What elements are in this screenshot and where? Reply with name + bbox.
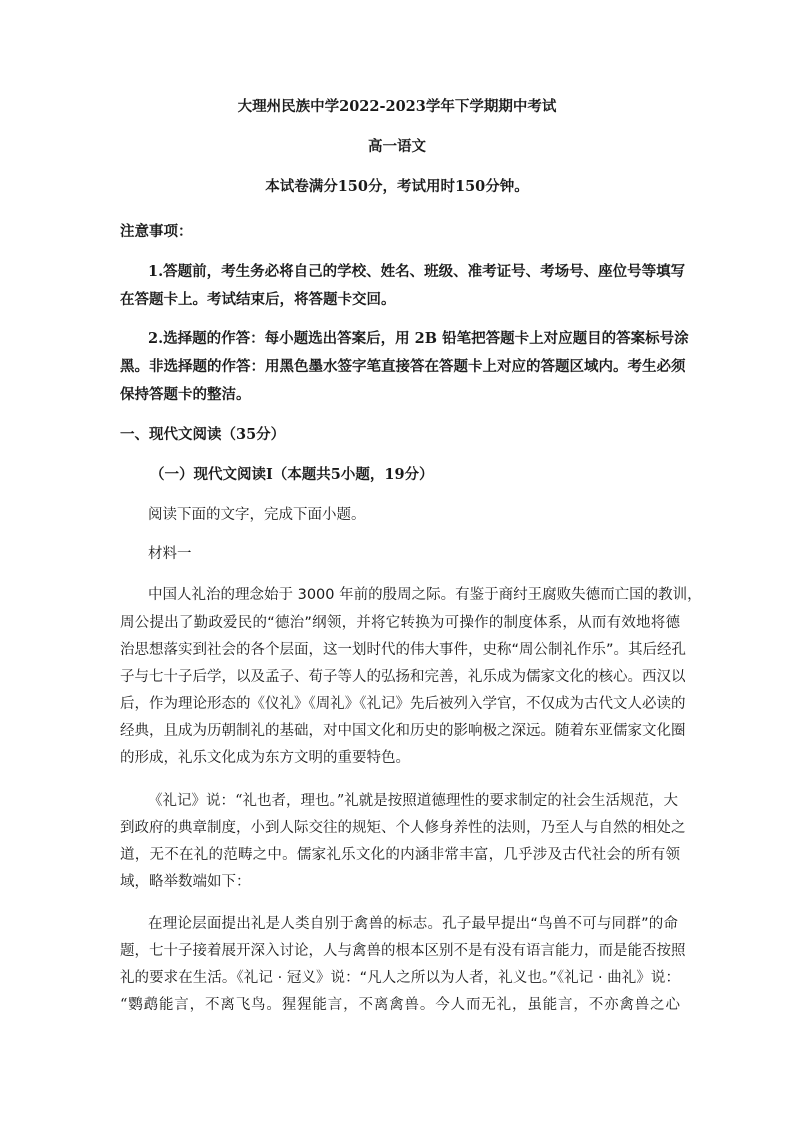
reading-instruction: 阅读下面的文字，完成下面小题。 <box>148 507 366 523</box>
paragraph-2-line: 《礼记》说：“礼也者，理也。”礼就是按照道德理性的要求制定的社会生活规范，大 <box>148 793 678 809</box>
notice-item-2-line-1: 2.选择题的作答：每小题选出答案后，用 2B 铅笔把答题卡上对应题目的答案标号涂 <box>148 330 689 347</box>
paragraph-1-line: 中国人礼治的理念始于 3000 年前的殷周之际。有鉴于商纣王腐败失德而亡国的教训， <box>148 587 702 603</box>
paragraph-1-line: 的形成，礼乐文化成为东方文明的重要特色。 <box>120 750 410 766</box>
paragraph-1-line: 治思想落实到社会的各个层面，这一划时代的伟大事件，史称“周公制礼作乐”。其后经孔 <box>120 642 687 658</box>
paragraph-2-line: 道，无不在礼的范畴之中。儒家礼乐文化的内涵非常丰富，几乎涉及古代社会的所有领 <box>120 847 680 863</box>
notice-item-1-line-2: 在答题卡上。考试结束后，将答题卡交回。 <box>120 291 396 308</box>
paragraph-1-line: 经典，且成为历朝制礼的基础，对中国文化和历史的影响极之深远。随着东亚儒家文化圈 <box>120 723 686 739</box>
section-subheading: （一）现代文阅读Ⅰ（本题共5小题，19分） <box>150 466 434 483</box>
paragraph-2-line: 到政府的典章制度，小到人际交往的规矩、个人修身养性的法则，乃至人与自然的相处之 <box>120 820 686 836</box>
exam-title: 大理州民族中学2022-2023学年下学期期中考试 <box>237 98 557 115</box>
paragraph-1-line: 子与七十子后学，以及孟子、荀子等人的弘扬和完善，礼乐成为儒家文化的核心。西汉以 <box>120 669 686 685</box>
notice-item-1-line-1: 1.答题前，考生务必将自己的学校、姓名、班级、准考证号、考场号、座位号等填写 <box>148 263 686 280</box>
paragraph-3-line: 礼的要求在生活。《礼记 · 冠义》说：“凡人之所以为人者，礼义也。”《礼记 · 曲礼》说： <box>120 970 680 986</box>
notice-item-2-line-2: 黑。非选择题的作答：用黑色墨水签字笔直接答在答题卡上对应的答题区域内。考生必须 <box>120 358 686 375</box>
subject-title: 高一语文 <box>368 138 426 155</box>
section-heading: 一、现代文阅读（35分） <box>120 426 286 443</box>
material-label: 材料一 <box>148 546 192 562</box>
paragraph-2-line: 域，略举数端如下： <box>120 874 251 890</box>
paragraph-3-line: 题，七十子接着展开深入讨论，人与禽兽的根本区别不是有没有语言能力，而是能否按照 <box>120 943 686 959</box>
paragraph-1-line: 周公提出了勤政爱民的“德治”纲领，并将它转换为可操作的制度体系，从而有效地将德 <box>120 615 680 631</box>
exam-info: 本试卷满分150分，考试用时150分钟。 <box>265 178 529 195</box>
paragraph-1-line: 后，作为理论形态的《仪礼》《周礼》《礼记》先后被列入学官，不仅成为古代文人必读的 <box>120 696 686 712</box>
paragraph-3-line: 在理论层面提出礼是人类自别于禽兽的标志。孔子最早提出“鸟兽不可与同群”的命 <box>148 916 678 932</box>
notice-heading: 注意事项： <box>120 223 193 240</box>
paragraph-3-line: “鹦鹉能言，不离飞鸟。猩猩能言，不离禽兽。今人而无礼，虽能言，不亦禽兽之心 <box>120 997 680 1013</box>
notice-item-2-line-3: 保持答题卡的整洁。 <box>120 386 251 403</box>
